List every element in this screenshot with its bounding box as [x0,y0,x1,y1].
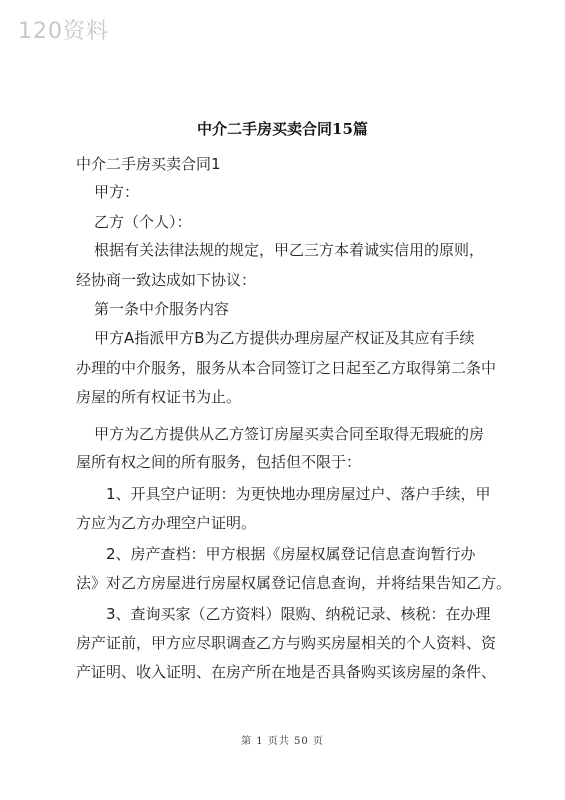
page-footer: 第 1 页共 50 页 [241,736,324,747]
list-item-line: 房产证前，甲方应尽职调查乙方与购买房屋相关的个人资料、资 [76,634,497,652]
list-item-line: 3、查询买家（乙方资料）限购、纳税记录、核税：在办理 [106,605,491,623]
contract-heading: 中介二手房买卖合同1 [76,155,221,173]
paragraph-line: 根据有关法律法规的规定，甲乙三方本着诚实信用的原则， [94,241,485,259]
paragraph-line: 甲方为乙方提供从乙方签订房屋买卖合同至取得无瑕疵的房 [94,425,485,443]
watermark: 120资料 [18,19,109,44]
list-item-line: 产证明、收入证明、在房产所在地是否具备购买该房屋的条件、 [76,663,497,681]
party-a-line: 甲方： [94,183,140,201]
list-item-line: 1、开具空户证明：为更快地办理房屋过户、落户手续，甲 [106,485,491,503]
list-item-line: 法》对乙方房屋进行房屋权属登记信息查询，并将结果告知乙方。 [76,574,512,592]
list-item-line: 2、房产查档：甲方根据《房屋权属登记信息查询暂行办 [106,545,476,563]
list-item-line: 方应为乙方办理空户证明。 [76,514,257,532]
section-heading: 第一条中介服务内容 [94,300,230,318]
paragraph-line: 甲方A指派甲方B为乙方提供办理房屋产权证及其应有手续 [94,329,475,347]
paragraph-line: 屋所有权之间的所有服务，包括但不限于： [76,453,362,471]
party-b-line: 乙方（个人）： [94,213,192,231]
document-title: 中介二手房买卖合同15篇 [197,120,368,138]
paragraph-line: 办理的中介服务，服务从本合同签订之日起至乙方取得第二条中 [76,359,497,377]
paragraph-line: 经协商一致达成如下协议： [76,271,257,289]
paragraph-line: 房屋的所有权证书为止。 [76,388,242,406]
